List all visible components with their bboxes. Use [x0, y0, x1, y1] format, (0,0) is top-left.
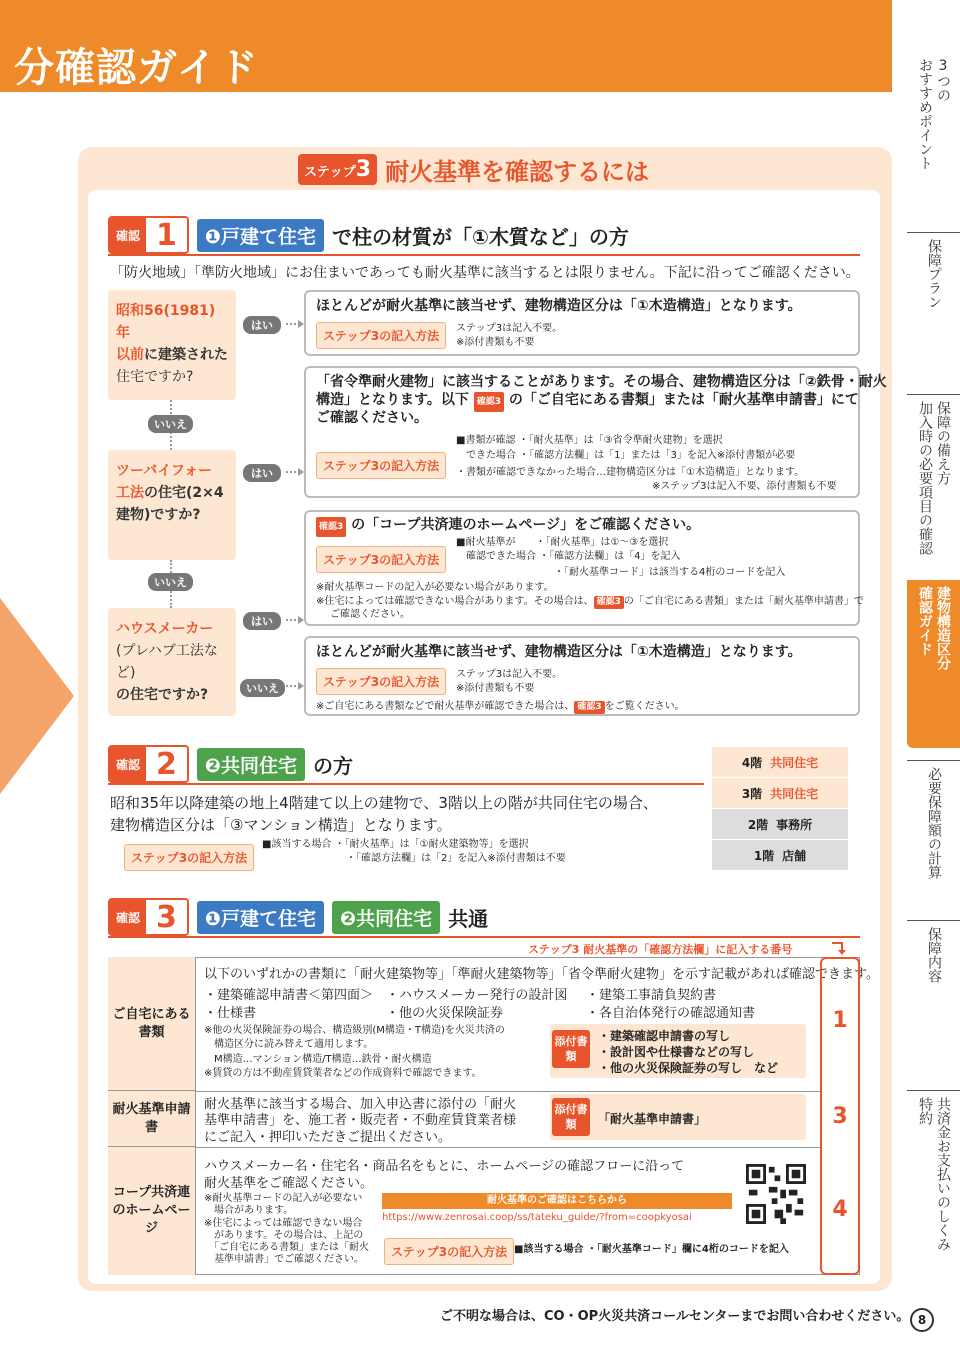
note: ※他の火災保険証券の場合、構造級別(M構造・T構造)を火災共済の	[204, 1025, 505, 1036]
sidebar-label: 加入時の必要項目の確認	[917, 401, 933, 555]
result-2-line: 「省令準耐火建物」に該当することがあります。その場合、建物構造区分は「②鉄骨・耐火	[316, 374, 887, 390]
sidebar-label: 共済金お支払いのしくみ	[935, 1097, 951, 1251]
doc-item: ・仕様書	[204, 1006, 257, 1021]
note: ※住宅によっては確認できない場合	[204, 1218, 363, 1229]
note: ※住宅によっては確認できない場合があります。その場合は、 確認3 の「ご自宅にある書類」または「耐火基準申請書」で	[316, 596, 864, 607]
step-heading: 耐火基準を確認するには	[385, 158, 650, 186]
floor-0	[712, 747, 848, 777]
note: 場合があります。	[204, 1205, 294, 1216]
row-3-text: ハウスメーカー名・住宅名・商品名をもとに、ホームページの確認フローに沿って	[204, 1159, 685, 1174]
header-bar	[0, 0, 892, 92]
sidebar-label: 必要保障額の計算	[926, 767, 942, 879]
kinyu-label: ステップ3の記入方法	[316, 546, 446, 573]
sidebar	[907, 0, 960, 1358]
attach-item: 「耐火基準申請書」	[598, 1112, 707, 1126]
note: ■耐火基準が ・「耐火基準」は①〜③を選択	[456, 537, 669, 548]
step-title	[298, 152, 649, 187]
note: ■該当する場合 ・「耐火基準」は「①耐火建築物等」を選択	[262, 839, 529, 850]
page-number: 8	[910, 1308, 934, 1332]
homepage-link[interactable]: https://www.zenrosai.coop/ss/tateku_guide/?from=coopkyosai	[382, 1212, 692, 1223]
note: 「ご自宅にある書類」または「耐火	[204, 1242, 369, 1253]
note: ステップ3は記入不要。	[456, 323, 563, 334]
number-label: ステップ3 耐火基準の「確認方法欄」に記入する番号	[528, 943, 793, 956]
attach-item: ・設計図や仕様書などの写し	[598, 1045, 755, 1059]
floor-level: 1階	[753, 848, 775, 863]
sidebar-label: 保障の備え方	[935, 401, 951, 485]
floor-use: 共同住宅	[770, 755, 819, 770]
method-number: 1	[832, 1008, 848, 1033]
doc-item: ・他の火災保険証券	[386, 1006, 504, 1021]
section-1-header	[108, 216, 629, 254]
note: があります。その場合は、上記の	[204, 1230, 364, 1241]
note: 基準申請書」でご確認ください。	[204, 1254, 364, 1265]
note: ■該当する場合 ・「耐火基準コード」欄に4桁のコードを記入	[514, 1244, 789, 1255]
tenpu-badge: 添付書類	[552, 1030, 590, 1068]
section-1-title: で柱の材質が「①木質など」の方	[331, 224, 629, 249]
sidebar-label: 確認ガイド	[917, 586, 933, 656]
note: ■書類が確認 ・「耐火基準」は「③省令準耐火建物」を選択	[456, 435, 723, 446]
section-3-header	[108, 898, 488, 936]
sidebar-label: 保障内容	[926, 927, 942, 983]
method-number: 4	[832, 1197, 848, 1222]
tag-apartment: ❷共同住宅	[197, 748, 305, 781]
row-3-text: 耐火基準をご確認ください。	[204, 1176, 374, 1191]
kinyu-label: ステップ3の記入方法	[384, 1238, 514, 1265]
yes-label: はい	[243, 316, 281, 334]
row-2-text: にご記入・押印いただきご提出ください。	[204, 1130, 452, 1145]
section-1-intro: 「防火地域」「準防火地域」にお住まいであっても耐火基準に該当するとは限りません。下記に沿ってご確認ください。	[110, 265, 860, 281]
footer-text: ご不明な場合は、CO・OP火災共済コールセンターまでお問い合わせください。	[440, 1309, 910, 1324]
sidebar-item-4[interactable]	[907, 760, 960, 900]
note: ※添付書類も不要	[456, 337, 535, 348]
doc-item: ・各自治体発行の確認通知書	[586, 1006, 756, 1021]
row-head-home-docs: ご自宅にある書類	[108, 957, 196, 1091]
attach-item: ・建築確認申請書の写し	[598, 1029, 731, 1043]
question-2: ツーバイフォー 工法の住宅(2×4 建物)ですか?	[108, 450, 236, 560]
method-number: 3	[832, 1104, 848, 1129]
note: ※賃貸の方は不動産賃貸業者などの作成資料で確認できます。	[204, 1068, 482, 1079]
note: 確認できた場合 ・「確認方法欄」は「4」を記入	[456, 551, 681, 562]
row-2-text: 耐火基準に該当する場合、加入申込書に添付の「耐火	[204, 1097, 517, 1112]
section-2-title: の方	[312, 753, 353, 778]
question-3: ハウスメーカー (プレハブ工法など) の住宅ですか?	[108, 608, 236, 716]
sidebar-item-3[interactable]	[907, 580, 960, 748]
note: 構造区分に読み替えて適用します。	[204, 1039, 374, 1050]
note: ※添付書類も不要	[456, 683, 535, 694]
sidebar-label: 建物構造区分	[935, 586, 951, 670]
floor-use: 共同住宅	[770, 786, 819, 801]
divider	[108, 254, 860, 256]
floor-2	[712, 809, 848, 839]
note: ステップ3は記入不要。	[456, 669, 563, 680]
kakunin-badge: 確認 1	[108, 216, 189, 254]
result-4-title: ほとんどが耐火基準に該当せず、建物構造区分は「①木造構造」となります。	[316, 644, 802, 660]
tag-detached-house: ❶戸建て住宅	[197, 901, 324, 934]
step-badge: ステップ3	[298, 154, 377, 185]
note: M構造…マンション構造/T構造…鉄骨・耐火構造	[204, 1054, 432, 1065]
result-2-line: ご確認ください。	[316, 410, 428, 426]
no-label: いいえ	[240, 679, 285, 697]
section-3-title: 共通	[448, 906, 489, 931]
note: できた場合 ・「確認方法欄」は「1」または「3」を記入※添付書類が必要	[456, 450, 796, 461]
floor-1	[712, 778, 848, 808]
floor-level: 2階	[747, 817, 769, 832]
tag-apartment: ❷共同住宅	[332, 901, 440, 934]
note: ※ステップ3は記入不要、添付書類も不要	[652, 481, 837, 492]
page-title: 分確認ガイド	[14, 45, 259, 91]
tag-detached-house: ❶戸建て住宅	[197, 219, 324, 252]
no-label: いいえ	[148, 415, 193, 433]
qr-code-icon[interactable]	[746, 1164, 806, 1224]
kinyu-label: ステップ3の記入方法	[124, 844, 254, 871]
sidebar-item-6[interactable]	[907, 1090, 960, 1290]
question-1: 昭和56(1981)年 以前に建築された 住宅ですか?	[108, 290, 236, 400]
floor-level: 3階	[741, 786, 763, 801]
floor-3	[712, 840, 848, 870]
arrow-right-icon	[0, 598, 74, 794]
sidebar-item-1[interactable]	[907, 232, 960, 352]
attach-item: ・他の火災保険証券の写し など	[598, 1061, 779, 1075]
row-2-text: 基準申請書」を、施工者・販売者・不動産賃貸業者様	[204, 1113, 517, 1128]
floor-use: 事務所	[776, 817, 813, 832]
arrow-down-icon	[830, 940, 848, 956]
note: ご確認ください。	[330, 609, 410, 620]
section-2-text: 昭和35年以降建築の地上4階建て以上の建物で、3階以上の階が共同住宅の場合、	[110, 794, 658, 812]
section-2-text: 建物構造区分は「③マンション構造」となります。	[110, 816, 452, 834]
sidebar-item-2[interactable]	[907, 394, 960, 574]
note: ・書類が確認できなかった場合…建物構造区分は「①木造構造」となります。	[456, 467, 805, 478]
result-1-title: ほとんどが耐火基準に該当せず、建物構造区分は「①木造構造」となります。	[316, 298, 802, 314]
kinyu-label: ステップ3の記入方法	[316, 322, 446, 349]
divider	[108, 936, 860, 938]
kinyu-label: ステップ3の記入方法	[316, 452, 446, 479]
divider	[108, 783, 704, 785]
note: ※耐火基準コードの記入が必要ない	[204, 1193, 363, 1204]
sidebar-label: 特約	[917, 1097, 933, 1125]
result-2-line: 構造」となります。以下 確認3 の「ご自宅にある書類」または「耐火基準申請書」にて	[316, 390, 859, 412]
doc-item: ・建築工事請負契約書	[586, 988, 717, 1003]
result-3-title: 確認3 の「コープ共済連のホームページ」をご確認ください。	[316, 515, 700, 537]
yes-label: はい	[243, 612, 281, 630]
row-1-text: 以下のいずれかの書類に「耐火建築物等」「準耐火建築物等」「省令準耐火建物」を示す記載があれば確認できます。	[204, 967, 879, 982]
sidebar-label: 保障プラン	[926, 239, 942, 309]
kinyu-label: ステップ3の記入方法	[316, 668, 446, 695]
kakunin-badge: 確認 3	[108, 898, 189, 936]
sidebar-label: おすすめポイント	[917, 58, 933, 170]
doc-item: ・建築確認申請書＜第四面＞	[204, 988, 374, 1003]
doc-item: ・ハウスメーカー発行の設計図	[386, 988, 568, 1003]
row-head-application: 耐火基準申請書	[108, 1091, 196, 1147]
sidebar-item-5[interactable]	[907, 920, 960, 1018]
no-label: いいえ	[148, 573, 193, 591]
note: ※ご自宅にある書類などで耐火基準が確認できた場合は、 確認3 をご覧ください。	[316, 701, 685, 712]
yes-label: はい	[243, 464, 281, 482]
url-bar: 耐火基準のご確認はこちらから	[382, 1193, 732, 1209]
floor-use: 店舗	[782, 848, 807, 863]
note: ・「確認方法欄」は「2」を記入※添付書類は不要	[346, 853, 566, 864]
note: ※耐火基準コードの記入が必要ない場合があります。	[316, 582, 554, 593]
floor-level: 4階	[741, 755, 763, 770]
flow-arrows	[236, 296, 306, 696]
note: ・「耐火基準コード」は該当する4桁のコードを記入	[554, 567, 786, 578]
divider	[196, 1091, 820, 1092]
sidebar-label: 3つの	[935, 58, 951, 102]
sidebar-item-0[interactable]	[907, 52, 960, 190]
section-2-header	[108, 745, 353, 783]
row-head-homepage: コープ共済連のホームページ	[108, 1147, 196, 1275]
kakunin-badge: 確認 2	[108, 745, 189, 783]
tenpu-badge: 添付書類	[552, 1098, 590, 1136]
divider	[196, 1147, 820, 1148]
